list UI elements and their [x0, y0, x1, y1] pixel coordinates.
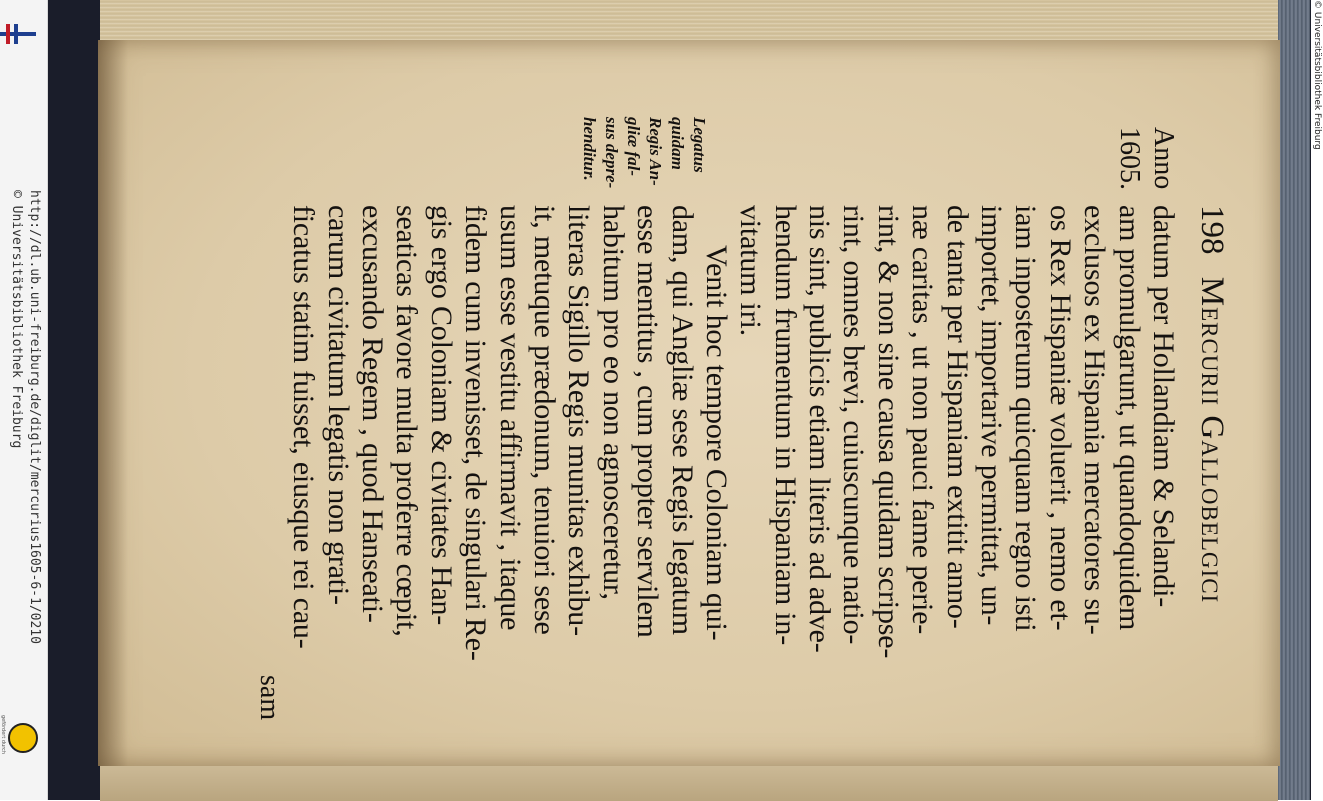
text-line: næ caritas , ut non pauci fame perie- — [906, 205, 940, 635]
margin-note-line: Regis An- — [646, 117, 665, 186]
text-line: datum per Hollandiam & Selandi- — [1147, 205, 1180, 608]
printed-text-block — [232, 117, 1232, 725]
margin-note-line: henditur. — [580, 117, 599, 181]
text-line: de tanta per Hispaniam extitit anno- — [940, 205, 974, 629]
right-watermark: © Universitätsbibliothek Freiburg — [1312, 0, 1322, 150]
text-line: rint, omnes brevi, cuiuscunque natio- — [837, 205, 871, 645]
text-line: hendum frumentum in Hispaniam in- — [768, 205, 802, 645]
page-number: 198 — [1194, 205, 1230, 255]
text-line: it, metuque prædonum, tenuiori sese — [527, 205, 561, 635]
text-line: carum civitatum legatis non grati- — [321, 205, 355, 605]
margin-note-line: sus depre- — [602, 117, 621, 189]
text-line: seaticas favore multa proferre cœpit, — [390, 205, 424, 637]
body-text — [286, 205, 1180, 725]
running-head: Mercurii Gallobelgici — [1194, 276, 1230, 604]
text-line: habitum pro eo non agnosceretur, — [596, 205, 630, 600]
side-url[interactable]: http://dl.ub.uni-freiburg.de/diglit/mercurius1605-6-1/0210 — [27, 190, 42, 644]
text-line: Venit hoc tempore Coloniam qui- — [699, 245, 733, 641]
text-line: nis sint, publicis etiam literis ad adve- — [803, 205, 837, 653]
margin-year-anno: Anno — [1148, 127, 1179, 190]
side-copyright: © Universitätsbibliothek Freiburg — [9, 190, 24, 449]
text-line: usum esse vestitu affirmavit , itaque — [493, 205, 527, 631]
margin-note-line: quidam — [668, 117, 687, 170]
side-caption — [3, 190, 43, 800]
right-watermark-strip — [1311, 0, 1323, 800]
text-line: vitatum iri. — [734, 205, 768, 336]
text-line: literas Sigillo Regis munitas exhibu- — [562, 205, 596, 636]
text-line: am promulgarunt, ut quandoquidem — [1112, 205, 1146, 631]
text-line: fidem cum invenisset, de singulari Re- — [459, 205, 493, 661]
margin-year: 1605. — [1114, 127, 1145, 190]
margin-note-line: gliæ fal- — [624, 117, 643, 177]
funder-logo-icon — [8, 723, 38, 753]
viewer-side-strip — [0, 0, 48, 800]
page-gutter-shadow — [98, 40, 128, 766]
text-line: ficatus statim fuisset, eiusque rei cau- — [287, 205, 321, 649]
text-line: gis ergo Coloniam & civitates Han- — [424, 205, 458, 626]
library-logo-icon — [0, 20, 36, 48]
text-line: iam inposterum quicquam regno isti — [1009, 205, 1043, 632]
text-line: exclusos ex Hispania mercatores su- — [1078, 205, 1112, 635]
text-line: importet, importarive permittat, un- — [975, 205, 1009, 626]
margin-note-line: Legatus — [690, 117, 709, 173]
text-line: os Rex Hispaniæ voluerit , nemo et- — [1043, 205, 1077, 631]
text-line: rint, & non sine causa quidam scripse- — [871, 205, 905, 659]
catchword: sam — [254, 675, 285, 721]
text-line: excusando Regem , quod Hanseati- — [356, 205, 390, 623]
page-stack-edge — [1278, 0, 1310, 800]
funder-badge — [0, 715, 40, 775]
running-header — [1192, 205, 1232, 725]
page-stack-bottom — [100, 762, 1278, 801]
text-line: esse mentitus , cum propter servilem — [631, 205, 665, 638]
funder-label: gefördert durch — [0, 715, 6, 755]
text-line: dam, qui Angliæ sese Regis legatum — [665, 205, 699, 635]
